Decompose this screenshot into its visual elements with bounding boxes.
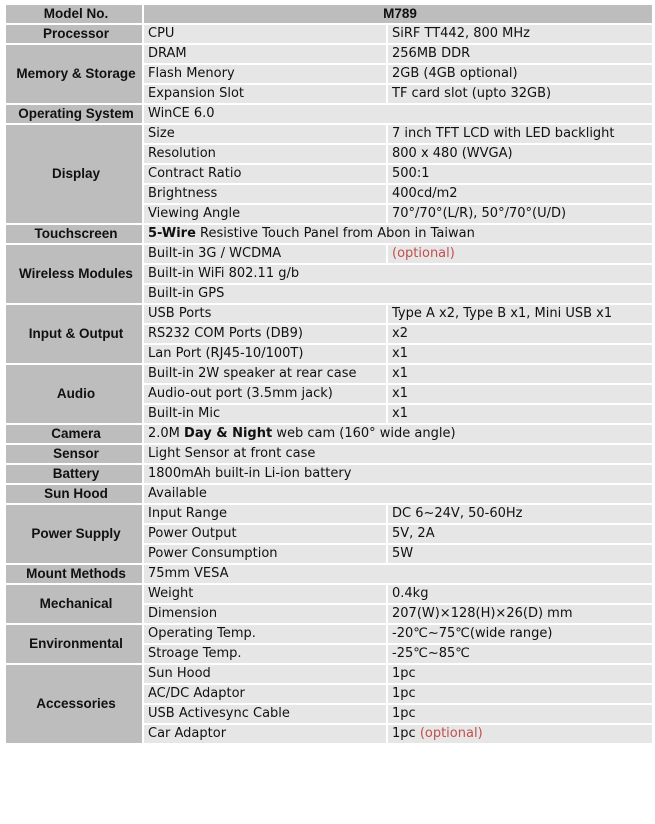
value-cell: DC 6~24V, 50-60Hz — [387, 504, 653, 524]
table-row — [5, 124, 653, 144]
table-row — [5, 504, 653, 524]
table-row — [5, 244, 653, 264]
table-row — [5, 664, 653, 684]
table-row — [5, 564, 653, 584]
category-memory-storage: Memory & Storage — [5, 44, 143, 104]
feature-cell: Audio-out port (3.5mm jack) — [143, 384, 387, 404]
feature-cell: Flash Menory — [143, 64, 387, 84]
feature-cell: Power Output — [143, 524, 387, 544]
optional-note: (optional) — [419, 726, 483, 741]
category-wireless-modules: Wireless Modules — [5, 244, 143, 304]
table-row — [5, 444, 653, 464]
value-cell: 400cd/m2 — [387, 184, 653, 204]
value-cell: x1 — [387, 344, 653, 364]
feature-cell: RS232 COM Ports (DB9) — [143, 324, 387, 344]
model-number: M789 — [143, 4, 653, 24]
feature-cell: Sun Hood — [143, 664, 387, 684]
table-row — [5, 44, 653, 64]
value-cell: 1pc — [387, 684, 653, 704]
bold-text: 5-Wire — [148, 226, 196, 241]
value-cell: x1 — [387, 404, 653, 424]
feature-cell: AC/DC Adaptor — [143, 684, 387, 704]
value-cell: 0.4kg — [387, 584, 653, 604]
bold-text: & — [211, 426, 233, 441]
category-mount-methods: Mount Methods — [5, 564, 143, 584]
feature-cell: Lan Port (RJ45-10/100T) — [143, 344, 387, 364]
plain-text: 1pc — [392, 726, 416, 741]
spanning-value: Built-in GPS — [143, 284, 653, 304]
plain-text: Resistive Touch Panel from Abon in Taiwan — [195, 226, 475, 241]
category-camera: Camera — [5, 424, 143, 444]
spanning-value: WinCE 6.0 — [143, 104, 653, 124]
feature-cell: CPU — [143, 24, 387, 44]
feature-cell: Size — [143, 124, 387, 144]
spanning-value: 75mm VESA — [143, 564, 653, 584]
model-label: Model No. — [5, 4, 143, 24]
feature-cell: Brightness — [143, 184, 387, 204]
category-audio: Audio — [5, 364, 143, 424]
table-row — [5, 4, 653, 24]
feature-cell: Dimension — [143, 604, 387, 624]
feature-cell: Viewing Angle — [143, 204, 387, 224]
table-row — [5, 484, 653, 504]
feature-cell: Input Range — [143, 504, 387, 524]
category-sun-hood: Sun Hood — [5, 484, 143, 504]
category-input-output: Input & Output — [5, 304, 143, 364]
bold-text: Day — [184, 426, 212, 441]
category-display: Display — [5, 124, 143, 224]
spec-sheet — [4, 3, 652, 745]
table-row — [5, 24, 653, 44]
feature-cell: DRAM — [143, 44, 387, 64]
feature-cell: Built-in 3G / WCDMA — [143, 244, 387, 264]
value-cell: 256MB DDR — [387, 44, 653, 64]
feature-cell: Weight — [143, 584, 387, 604]
feature-cell: Power Consumption — [143, 544, 387, 564]
table-row — [5, 104, 653, 124]
category-touchscreen: Touchscreen — [5, 224, 143, 244]
spec-table — [4, 3, 654, 745]
value-cell: -25℃~85℃ — [387, 644, 653, 664]
value-cell: 1pc — [387, 704, 653, 724]
value-cell: -20℃~75℃(wide range) — [387, 624, 653, 644]
feature-cell: Contract Ratio — [143, 164, 387, 184]
value-cell: SiRF TT442, 800 MHz — [387, 24, 653, 44]
category-power-supply: Power Supply — [5, 504, 143, 564]
feature-cell: Expansion Slot — [143, 84, 387, 104]
value-cell: 1pc — [387, 664, 653, 684]
category-environmental: Environmental — [5, 624, 143, 664]
table-row — [5, 464, 653, 484]
optional-note: (optional) — [387, 244, 653, 264]
value-cell: x2 — [387, 324, 653, 344]
bold-text: Night — [232, 426, 273, 441]
feature-cell: USB Ports — [143, 304, 387, 324]
category-mechanical: Mechanical — [5, 584, 143, 624]
value-cell: Type A x2, Type B x1, Mini USB x1 — [387, 304, 653, 324]
table-row — [5, 224, 653, 244]
category-battery: Battery — [5, 464, 143, 484]
spanning-value: Available — [143, 484, 653, 504]
category-accessories: Accessories — [5, 664, 143, 744]
value-cell: 500:1 — [387, 164, 653, 184]
value-cell: TF card slot (upto 32GB) — [387, 84, 653, 104]
plain-text: web cam (160° wide angle) — [272, 426, 456, 441]
value-cell: x1 — [387, 384, 653, 404]
category-processor: Processor — [5, 24, 143, 44]
category-operating-system: Operating System — [5, 104, 143, 124]
spanning-value: 1800mAh built-in Li-ion battery — [143, 464, 653, 484]
table-row — [5, 624, 653, 644]
spanning-value: Light Sensor at front case — [143, 444, 653, 464]
feature-cell: Built-in 2W speaker at rear case — [143, 364, 387, 384]
table-row — [5, 424, 653, 444]
feature-cell: Built-in Mic — [143, 404, 387, 424]
feature-cell: Operating Temp. — [143, 624, 387, 644]
value-cell — [387, 724, 653, 744]
value-cell: 7 inch TFT LCD with LED backlight — [387, 124, 653, 144]
value-cell: x1 — [387, 364, 653, 384]
feature-cell: USB Activesync Cable — [143, 704, 387, 724]
table-row — [5, 364, 653, 384]
table-row — [5, 304, 653, 324]
spanning-value: Built-in WiFi 802.11 g/b — [143, 264, 653, 284]
value-cell: 2GB (4GB optional) — [387, 64, 653, 84]
value-cell: 70°/70°(L/R), 50°/70°(U/D) — [387, 204, 653, 224]
category-sensor: Sensor — [5, 444, 143, 464]
feature-cell: Resolution — [143, 144, 387, 164]
feature-cell: Car Adaptor — [143, 724, 387, 744]
feature-cell: Stroage Temp. — [143, 644, 387, 664]
table-row — [5, 584, 653, 604]
spanning-value — [143, 424, 653, 444]
plain-text: 2.0M — [148, 426, 185, 441]
value-cell: 5V, 2A — [387, 524, 653, 544]
value-cell: 5W — [387, 544, 653, 564]
value-cell: 207(W)×128(H)×26(D) mm — [387, 604, 653, 624]
value-cell: 800 x 480 (WVGA) — [387, 144, 653, 164]
spanning-value — [143, 224, 653, 244]
